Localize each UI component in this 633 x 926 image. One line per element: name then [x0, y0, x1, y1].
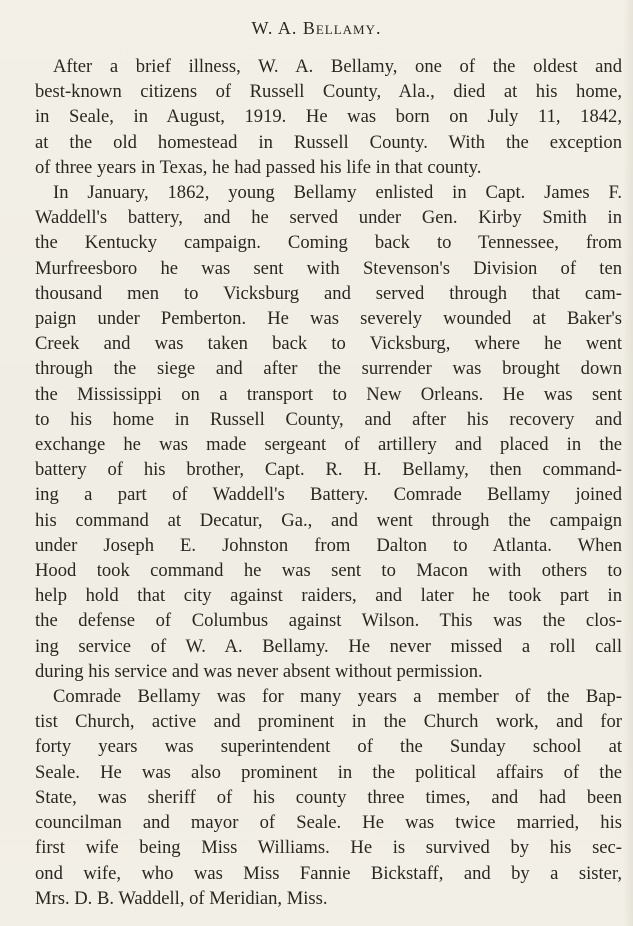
- text-line: ing service of W. A. Bellamy. He never missed a roll call: [35, 635, 622, 657]
- text-line: ing a part of Waddell's Battery. Comrade Bellamy joined: [35, 484, 622, 506]
- paragraph-2: [17, 180, 622, 684]
- text-line: Waddell's battery, and he served under Gen. Kirby Smith in: [35, 207, 622, 229]
- page-edge-shadow: [623, 0, 633, 926]
- text-line: Comrade Bellamy was for many years a member of the Bap-: [53, 686, 622, 708]
- text-line: In January, 1862, young Bellamy enlisted in Capt. James F.: [53, 182, 622, 204]
- text-line: battery of his brother, Capt. R. H. Bellamy, then command-: [35, 459, 622, 481]
- text-line: Seale. He was also prominent in the political affairs of the: [35, 761, 622, 783]
- text-line: the Kentucky campaign. Coming back to Tennessee, from: [35, 232, 622, 254]
- text-line: through the siege and after the surrender was brought down: [35, 358, 622, 380]
- article-title: W. A. Bellamy.: [251, 18, 382, 38]
- text-line: councilman and mayor of Seale. He was twice married, his: [35, 812, 622, 834]
- text-line: After a brief illness, W. A. Bellamy, one of the oldest and: [53, 56, 622, 77]
- paragraph-1: [17, 54, 622, 180]
- text-line: State, was sheriff of his county three times, and had been: [35, 786, 622, 808]
- text-line: under Joseph E. Johnston from Dalton to Atlanta. When: [35, 534, 622, 556]
- text-line: help hold that city against raiders, and later he took part in: [35, 585, 622, 607]
- text-line: at the old homestead in Russell County. With the exception: [35, 131, 622, 153]
- text-line: exchange he was made sergeant of artillery and placed in the: [35, 434, 622, 456]
- text-line: the Mississippi on a transport to New Orleans. He was sent: [35, 383, 622, 405]
- text-line: Murfreesboro he was sent with Stevenson's Division of ten: [35, 257, 622, 279]
- text-line: first wife being Miss Williams. He is survived by his sec-: [35, 837, 622, 859]
- text-line: thousand men to Vicksburg and served through that cam-: [35, 282, 622, 304]
- text-line: Hood took command he was sent to Macon with others to: [35, 560, 622, 582]
- article-body: [17, 54, 622, 911]
- text-line: his command at Decatur, Ga., and went through the campaign: [35, 509, 622, 531]
- text-line: tist Church, active and prominent in the Church work, and for: [35, 711, 622, 733]
- paragraph-3: [17, 684, 622, 911]
- text-line: the defense of Columbus against Wilson. This was the clos-: [35, 610, 622, 632]
- text-line: ond wife, who was Miss Fannie Bickstaff, and by a sister,: [35, 862, 622, 884]
- text-line: Mrs. D. B. Waddell, of Meridian, Miss.: [35, 887, 328, 909]
- text-line: best-known citizens of Russell County, Ala., died at his home,: [35, 81, 622, 103]
- text-line: during his service and was never absent without permission.: [35, 660, 483, 682]
- text-line: forty years was superintendent of the Sunday school at: [35, 736, 622, 758]
- text-line: to his home in Russell County, and after his recovery and: [35, 408, 622, 430]
- text-line: of three years in Texas, he had passed his life in that county.: [35, 156, 482, 178]
- text-line: paign under Pemberton. He was severely wounded at Baker's: [35, 308, 622, 330]
- text-line: in Seale, in August, 1919. He was born on July 11, 1842,: [35, 106, 622, 128]
- text-line: Creek and was taken back to Vicksburg, where he went: [35, 333, 622, 355]
